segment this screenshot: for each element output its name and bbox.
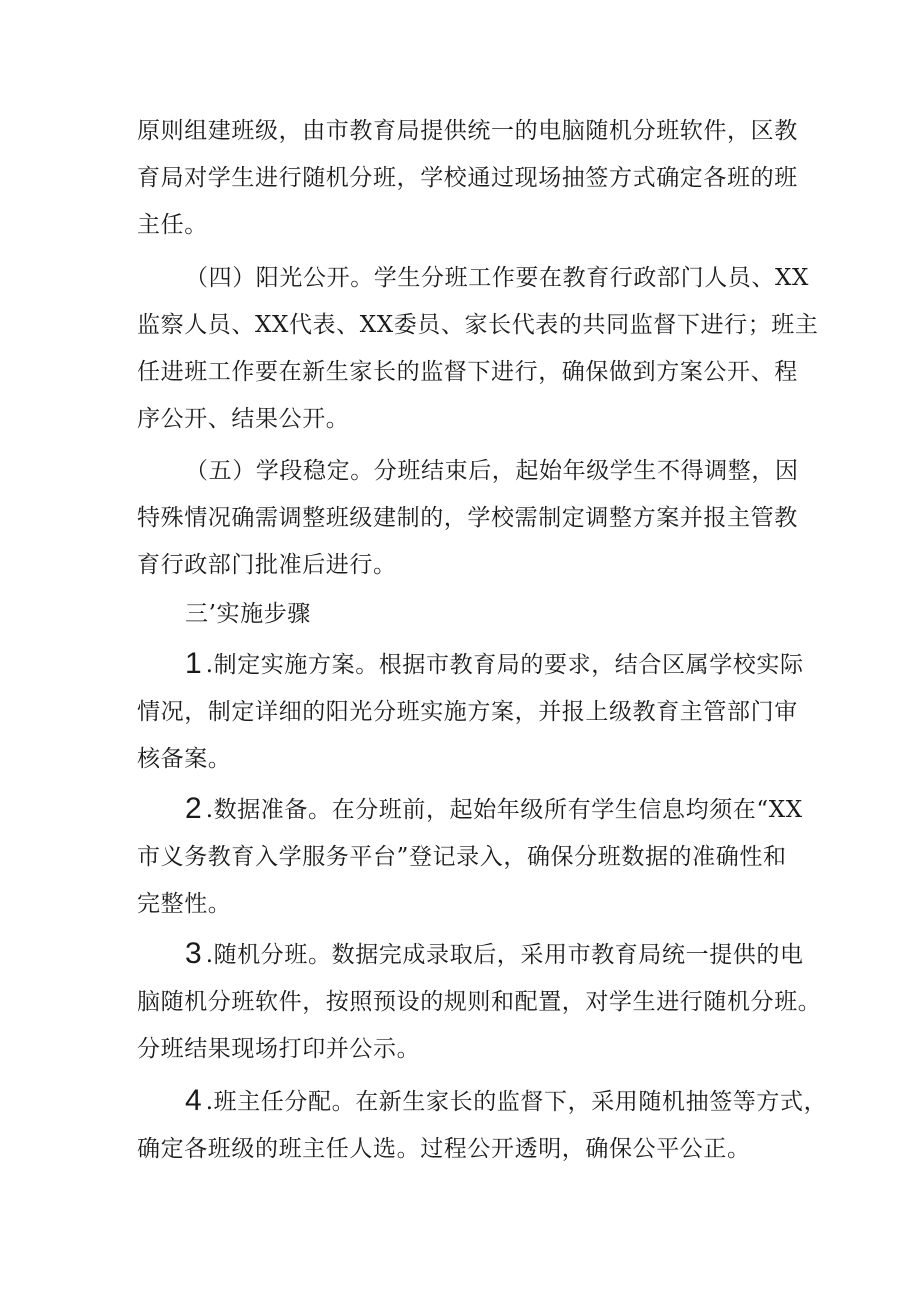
heading-text: 三’实施步骤: [185, 601, 311, 627]
step-number: 4: [185, 1084, 202, 1117]
paragraph-stage-stability: [137, 448, 801, 589]
text-line: 情况，制定详细的阳光分班实施方案，并报上级教育主管部门审: [137, 699, 798, 725]
step-separator: .: [205, 797, 214, 823]
step-number: 2: [185, 792, 202, 825]
text-line: 育行政部门批准后进行。: [137, 552, 397, 578]
paragraph-sunshine-openness: [137, 255, 819, 443]
step-separator: .: [205, 942, 214, 968]
step-item-2: [137, 785, 801, 928]
text-line: 序公开、结果公开。: [137, 406, 350, 432]
text-line: 监察人员、XX代表、XX委员、家长代表的共同监督下进行；班主: [137, 312, 819, 338]
text-line: 市义务教育入学服务平台”登记录入，确保分班数据的准确性和: [137, 844, 787, 870]
text-line: 分班结果现场打印并公示。: [137, 1036, 421, 1062]
text-line: 班主任分配。在新生家长的监督下，采用随机抽签等方式，: [213, 1089, 828, 1115]
text-line: 原则组建班级，由市教育局提供统一的电脑随机分班软件，区教: [137, 118, 798, 144]
text-line: 脑随机分班软件，按照预设的规则和配置，对学生进行随机分班。: [137, 989, 822, 1015]
section-heading: [137, 591, 801, 638]
text-line: 确定各班级的班主任人选。过程公开透明，确保公平公正。: [137, 1136, 751, 1162]
text-line: 随机分班。数据完成录取后，采用市教育局统一提供的电: [213, 942, 804, 968]
step-item-3: [137, 930, 822, 1073]
step-separator: .: [205, 1089, 214, 1115]
step-separator: .: [205, 652, 214, 678]
paragraph-continuation: [137, 108, 801, 249]
text-line: 数据准备。在分班前，起始年级所有学生信息均须在“XX: [213, 797, 803, 823]
step-item-4: [137, 1077, 828, 1173]
text-line: 任进班工作要在新生家长的监督下进行，确保做到方案公开、程: [137, 359, 798, 385]
step-item-1: [137, 640, 804, 783]
text-line: 育局对学生进行随机分班，学校通过现场抽签方式确定各班的班: [137, 165, 798, 191]
text-line: 特殊情况确需调整班级建制的，学校需制定调整方案并报主管教: [137, 505, 798, 531]
text-line: （四）阳光公开。学生分班工作要在教育行政部门人员、XX: [185, 265, 809, 291]
text-line: 核备案。: [137, 746, 232, 772]
step-number: 1: [185, 647, 202, 680]
text-line: 完整性。: [137, 891, 232, 917]
step-number: 3: [185, 937, 202, 970]
text-line: 制定实施方案。根据市教育局的要求，结合区属学校实际: [213, 652, 804, 678]
text-line: 主任。: [137, 212, 208, 238]
text-line: （五）学段稳定。分班结束后，起始年级学生不得调整，因: [185, 458, 799, 484]
